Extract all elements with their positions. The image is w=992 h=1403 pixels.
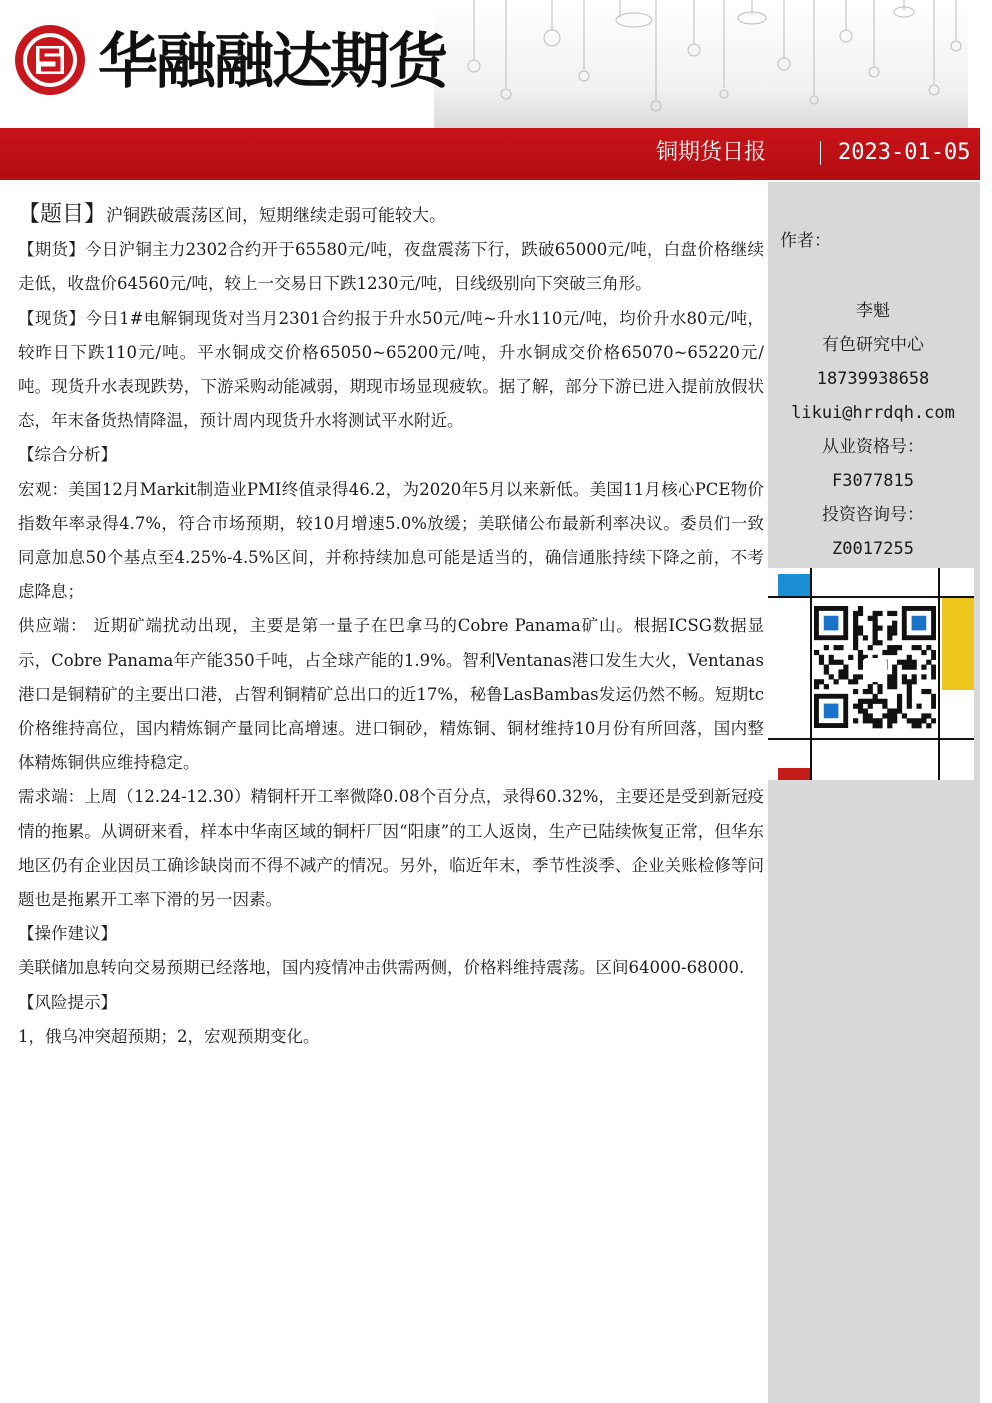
qr-module — [834, 645, 839, 650]
report-header — [0, 0, 992, 182]
author-label: 作者： — [780, 231, 831, 251]
qr-module — [838, 669, 843, 674]
qr-module — [863, 699, 868, 704]
qr-module — [892, 679, 897, 684]
qr-module — [882, 713, 887, 718]
qr-frame-line — [768, 596, 974, 598]
supply-paragraph: 供应端： 近期矿端扰动出现，主要是第一量子在巴拿马的Cobre Panama矿山。根据ICSG数据显示，Cobre Panama年产能350千吨，占全球产能的1.9%。智利Ventanas港口发生大火，Ventanas港口是铜精矿的主要出口港，占智利铜精矿总出口的近17%，秘鲁LasBambas发运仍然不畅。短期tc价格维持高位，国内精炼铜产量同比高增速。进口铜砂，精炼铜、铜材维持10月份有所回落，国内整体精炼铜供应维持稳定。 — [18, 616, 764, 773]
qr-module — [873, 616, 878, 621]
qr-module — [921, 674, 926, 679]
qr-module — [892, 713, 897, 718]
qr-module — [853, 626, 858, 631]
qr-code-icon[interactable] — [814, 600, 936, 734]
qr-module — [912, 660, 917, 665]
qr-module — [892, 650, 897, 655]
qr-module — [853, 704, 858, 709]
qr-module — [902, 713, 907, 718]
qr-module — [887, 611, 892, 616]
qr-module — [873, 635, 878, 640]
qr-module — [882, 699, 887, 704]
qr-module — [877, 723, 882, 728]
qr-module — [848, 655, 853, 660]
qr-module — [868, 616, 873, 621]
qr-module — [912, 674, 917, 679]
qr-module — [892, 626, 897, 631]
qr-frame-line — [938, 568, 940, 780]
qr-module — [912, 665, 917, 670]
qr-module — [931, 704, 936, 709]
qr-module — [853, 611, 858, 616]
author-email[interactable]: likui@hrrdqh.com — [791, 403, 955, 423]
qr-module — [912, 718, 917, 723]
qr-module — [887, 645, 892, 650]
qr-module — [877, 611, 882, 616]
pendant-lights-decoration — [434, 0, 968, 128]
qr-module — [838, 660, 843, 665]
qr-module — [897, 660, 902, 665]
qr-module — [819, 679, 824, 684]
advice-heading: 【操作建议】 — [18, 924, 117, 944]
qr-module — [907, 655, 912, 660]
qr-module — [829, 655, 834, 660]
qr-module — [877, 684, 882, 689]
qr-module — [887, 674, 892, 679]
qr-module — [897, 694, 902, 699]
spot-tag: 【现货】 — [18, 308, 86, 328]
qr-module — [868, 713, 873, 718]
qr-module — [887, 708, 892, 713]
qr-module — [868, 699, 873, 704]
qr-module — [902, 674, 907, 679]
hrrd-logo-icon — [12, 22, 88, 98]
qr-module — [853, 689, 858, 694]
qr-module — [887, 684, 892, 689]
qr-module — [853, 621, 858, 626]
qr-module — [877, 718, 882, 723]
qr-module — [814, 650, 819, 655]
qr-module — [868, 684, 873, 689]
qualification-number: F3077815 — [832, 471, 914, 491]
consult-number: Z0017255 — [832, 539, 914, 559]
qr-module — [873, 694, 878, 699]
qr-frame-line — [768, 738, 974, 740]
author-sidebar — [768, 182, 980, 1403]
qr-module — [907, 660, 912, 665]
qr-module — [834, 660, 839, 665]
qr-module — [887, 650, 892, 655]
report-body — [18, 198, 764, 1054]
qr-module — [921, 718, 926, 723]
qr-module — [819, 660, 824, 665]
qr-module — [912, 616, 927, 631]
qr-module — [931, 674, 936, 679]
qr-module — [902, 679, 907, 684]
qr-module — [838, 645, 843, 650]
qr-module — [897, 704, 902, 709]
qr-module — [926, 723, 931, 728]
qr-module — [863, 689, 868, 694]
qr-module — [873, 699, 878, 704]
qr-module — [873, 718, 878, 723]
qr-module — [863, 713, 868, 718]
qr-module — [892, 708, 897, 713]
qr-module — [863, 718, 868, 723]
qr-center-logo-icon — [863, 658, 887, 682]
qr-module — [907, 699, 912, 704]
qr-module — [897, 699, 902, 704]
qr-module — [853, 674, 858, 679]
qr-module — [912, 645, 917, 650]
headline-paragraph — [18, 198, 764, 233]
qr-module — [814, 684, 819, 689]
qr-module — [877, 699, 882, 704]
qr-module — [921, 689, 926, 694]
qr-module — [926, 645, 931, 650]
macro-paragraph: 宏观：美国12月Markit制造业PMI终值录得46.2，为2020年5月以来新低。美国11月核心PCE物价指数年率录得4.7%，符合市场预期，较10月增速5.0%放缓；美联储公布最新利率决议。委员们一致同意加息50个基点至4.25%-4.5%区间，并称持续加息可能是适当的，确信通胀持续下降之前，不考虑降息； — [18, 479, 764, 602]
author-phone: 18739938658 — [816, 369, 930, 389]
qr-module — [873, 611, 878, 616]
qr-accent-blue — [778, 574, 810, 596]
qr-accent-yellow — [942, 598, 974, 690]
qr-module — [853, 679, 858, 684]
qr-module — [858, 606, 863, 611]
qr-module — [824, 665, 829, 670]
qr-module — [907, 665, 912, 670]
qr-module — [829, 674, 834, 679]
qr-module — [843, 665, 848, 670]
qr-module — [926, 713, 931, 718]
qr-module — [931, 694, 936, 699]
qr-module — [912, 723, 917, 728]
qr-module — [892, 611, 897, 616]
qr-module — [868, 718, 873, 723]
futures-tag: 【期货】 — [18, 240, 86, 260]
qr-module — [921, 713, 926, 718]
qr-module — [902, 665, 907, 670]
qr-module — [877, 640, 882, 645]
qr-module — [892, 718, 897, 723]
qr-module — [873, 630, 878, 635]
qr-module — [824, 616, 839, 631]
qr-module — [916, 723, 921, 728]
qr-module — [877, 626, 882, 631]
qr-module — [853, 630, 858, 635]
brand-name: 华融融达期货 — [98, 27, 446, 97]
qr-module — [858, 704, 863, 709]
author-info — [768, 294, 978, 566]
qr-module — [907, 679, 912, 684]
qr-module — [858, 630, 863, 635]
author-name: 李魁 — [856, 301, 890, 321]
futures-paragraph — [18, 233, 764, 301]
qr-module — [843, 669, 848, 674]
qr-panel — [768, 568, 974, 780]
qr-module — [853, 616, 858, 621]
qr-module — [858, 699, 863, 704]
qr-module — [858, 650, 863, 655]
qr-module — [892, 645, 897, 650]
qr-module — [873, 640, 878, 645]
qr-module — [858, 611, 863, 616]
qr-module — [892, 674, 897, 679]
qr-module — [912, 679, 917, 684]
qr-module — [907, 684, 912, 689]
qr-module — [873, 621, 878, 626]
qr-module — [931, 669, 936, 674]
qr-module — [897, 645, 902, 650]
qr-module — [892, 665, 897, 670]
qr-module — [838, 674, 843, 679]
qr-accent-red — [778, 768, 810, 780]
risk-paragraph: 1，俄乌冲突超预期；2，宏观预期变化。 — [18, 1026, 320, 1046]
demand-paragraph: 需求端：上周（12.24-12.30）精铜杆开工率微降0.08个百分点，录得60.32%，主要还是受到新冠疫情的拖累。从调研来看，样本中华南区域的铜杆厂因“阳康”的工人返岗，生产已陆续恢复正常，但华东地区仍有企业因员工确诊缺岗而不得不减产的情况。另外，临近年末，季节性淡季、企业关账检修等问题也是拖累开工率下滑的另一因素。 — [18, 787, 764, 910]
title-bar — [0, 128, 980, 180]
qr-module — [892, 684, 897, 689]
qr-frame-line — [810, 568, 812, 780]
qr-module — [887, 713, 892, 718]
qr-module — [892, 630, 897, 635]
qr-module — [819, 655, 824, 660]
qr-module — [848, 679, 853, 684]
advice-paragraph: 美联储加息转向交易预期已经落地，国内疫情冲击供需两侧，价格料维持震荡。区间64000-68000. — [18, 958, 745, 978]
qr-module — [892, 621, 897, 626]
qr-module — [824, 684, 829, 689]
qr-module — [873, 723, 878, 728]
qr-module — [834, 679, 839, 684]
qr-module — [931, 699, 936, 704]
qr-module — [907, 694, 912, 699]
qr-module — [887, 679, 892, 684]
qr-module — [887, 626, 892, 631]
spot-paragraph — [18, 302, 764, 439]
qr-module — [853, 640, 858, 645]
qr-module — [931, 650, 936, 655]
qr-module — [853, 645, 858, 650]
qr-module — [926, 660, 931, 665]
qr-module — [858, 708, 863, 713]
qr-module — [887, 723, 892, 728]
qr-module — [877, 689, 882, 694]
qr-module — [882, 704, 887, 709]
qr-module — [887, 718, 892, 723]
qr-module — [931, 655, 936, 660]
qr-module — [843, 674, 848, 679]
qr-module — [873, 626, 878, 631]
qr-module — [863, 635, 868, 640]
title-divider — [820, 141, 821, 165]
qr-module — [858, 626, 863, 631]
spot-text: 今日1#电解铜现货对当月2301合约报于升水50元/吨~升水110元/吨，均价升水80元/吨，较昨日下跌110元/吨。平水铜成交价格65050~65200元/吨，升水铜成交价格65070~65220元/吨。现货升水表现跌势，下游采购动能减弱，期现市场显现疲软。据了解，部分下游已进入提前放假状态，年末备货热情降温，预计周内现货升水将测试平水附近。 — [18, 308, 764, 431]
qr-module — [868, 689, 873, 694]
qr-module — [887, 635, 892, 640]
qr-module — [829, 660, 834, 665]
qr-module — [853, 635, 858, 640]
qr-module — [887, 630, 892, 635]
qr-module — [897, 708, 902, 713]
qr-module — [824, 704, 839, 719]
qr-module — [814, 679, 819, 684]
qr-module — [916, 718, 921, 723]
qr-module — [931, 718, 936, 723]
headline-tag: 【题目】 — [18, 202, 107, 227]
headline-text: 沪铜跌破震荡区间，短期继续走弱可能较大。 — [106, 206, 447, 226]
consult-label: 投资咨询号： — [822, 505, 924, 525]
qr-module — [824, 645, 829, 650]
qr-module — [868, 704, 873, 709]
qr-module — [863, 708, 868, 713]
qr-module — [824, 669, 829, 674]
header-decoration — [434, 0, 968, 128]
qr-module — [868, 645, 873, 650]
qr-module — [902, 660, 907, 665]
futures-text: 今日沪铜主力2302合约开于65580元/吨，夜盘震荡下行，跌破65000元/吨，白盘价格继续走低，收盘价64560元/吨，较上一交易日下跌1230元/吨，日线级别向下突破三角形。 — [18, 240, 765, 294]
qr-module — [892, 669, 897, 674]
report-title: 铜期货日报 — [656, 140, 767, 165]
qr-module — [907, 689, 912, 694]
qr-module — [916, 704, 921, 709]
qr-module — [907, 718, 912, 723]
qr-module — [858, 655, 863, 660]
qr-module — [921, 665, 926, 670]
author-department: 有色研究中心 — [822, 335, 924, 355]
report-date: 2023-01-05 — [838, 140, 971, 165]
qr-module — [907, 704, 912, 709]
qr-module — [931, 665, 936, 670]
qr-module — [882, 650, 887, 655]
risk-heading: 【风险提示】 — [18, 992, 117, 1012]
analysis-heading: 【综合分析】 — [18, 445, 117, 465]
qualification-label: 从业资格号： — [822, 437, 924, 457]
qr-module — [921, 650, 926, 655]
qr-module — [916, 645, 921, 650]
qr-module — [926, 689, 931, 694]
qr-module — [853, 718, 858, 723]
